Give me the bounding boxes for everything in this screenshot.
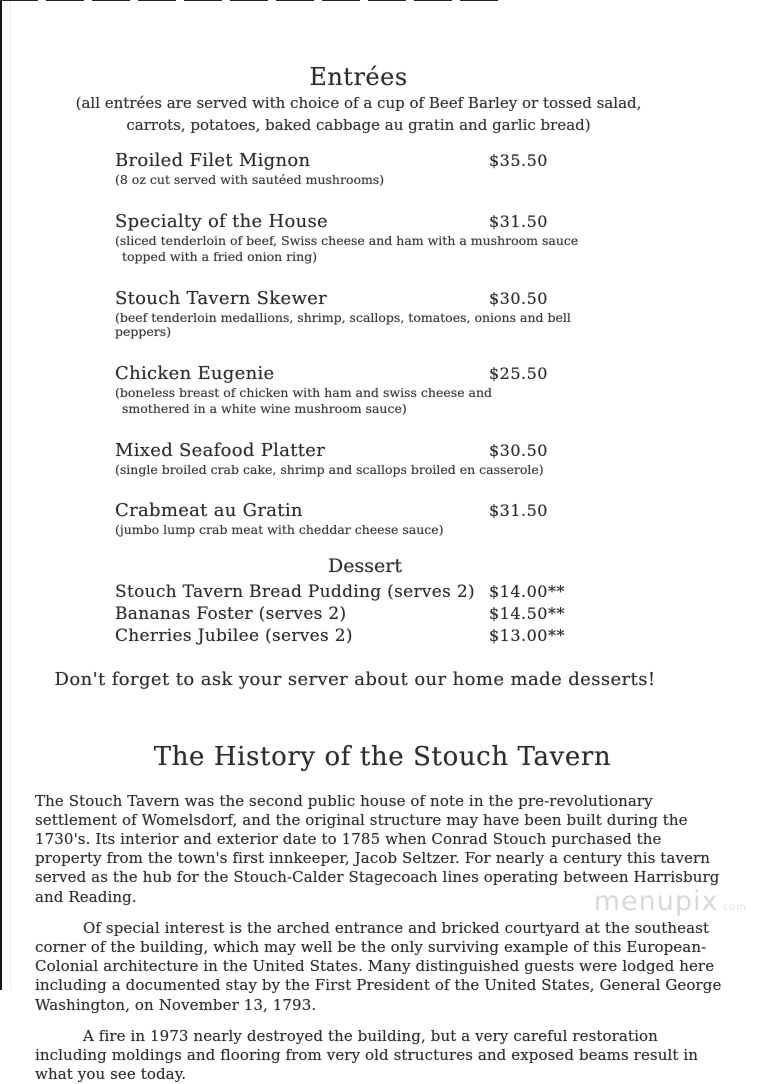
menupix-watermark-suffix: .com xyxy=(718,902,747,913)
menu-item-price: $35.50 xyxy=(489,151,548,170)
dessert-item xyxy=(115,581,615,603)
menu-item-desc: (single broiled crab cake, shrimp and scallops broiled en casserole) xyxy=(115,463,615,478)
history-paragraph: The Stouch Tavern was the second public house of note in the pre-revolutionary settlement of Womelsdorf, and the original structure may have been built during the 1730's. Its interior and exterior date to 1785 when Conrad Stouch purchased the property from the town's first innkeeper, Jacob Seltzer. For nearly a century this tavern served as the hub for the Stouch-Calder Stagecoach lines operating between Harrisburg and Reading. xyxy=(35,792,732,907)
scan-edge-left xyxy=(0,0,2,990)
dessert-item xyxy=(115,603,615,625)
history-body xyxy=(35,792,732,1084)
menu-item-price: $31.50 xyxy=(489,212,548,231)
dessert-item-name: Stouch Tavern Bread Pudding (serves 2) xyxy=(115,581,489,603)
menu-item xyxy=(115,288,615,340)
history-title: The History of the Stouch Tavern xyxy=(0,742,765,772)
menu-item-name: Mixed Seafood Platter xyxy=(115,440,489,461)
scan-edge-left-faint xyxy=(10,0,11,990)
menu-item-desc: topped with a fried onion ring) xyxy=(115,250,615,265)
history-paragraph: A fire in 1973 nearly destroyed the building, but a very careful restoration including moldings and flooring from very old structures and exposed beams result in what you see today. xyxy=(35,1027,732,1084)
menu-item-name: Crabmeat au Gratin xyxy=(115,500,489,521)
menu-item xyxy=(115,440,615,478)
menu-item-name: Broiled Filet Mignon xyxy=(115,150,489,171)
menu-item xyxy=(115,500,615,538)
menu-item xyxy=(115,363,615,417)
history-paragraph: Of special interest is the arched entrance and bricked courtyard at the southeast corner of the building, which may well be the only surviving example of this European-Colonial architecture in the United States. Many distinguished guests were lodged here including a documented stay by the First President of the United States, General George Washington, on November 13, 1793. xyxy=(35,919,732,1015)
menu-item-name: Stouch Tavern Skewer xyxy=(115,288,489,309)
scan-edge-top xyxy=(0,0,505,1)
menu-item-row xyxy=(115,211,615,232)
menupix-watermark xyxy=(594,886,747,917)
menu-item-desc: (8 oz cut served with sautéed mushrooms) xyxy=(115,173,615,188)
desserts-footer-note: Don't forget to ask your server about our home made desserts! xyxy=(0,669,765,690)
menu-item-desc: (beef tenderloin medallions, shrimp, scallops, tomatoes, onions and bell peppers) xyxy=(115,311,615,340)
menu-item-desc: (boneless breast of chicken with ham and swiss cheese and xyxy=(115,386,615,401)
menu-item-price: $31.50 xyxy=(489,501,548,520)
menu-item xyxy=(115,150,615,188)
menu-item-name: Chicken Eugenie xyxy=(115,363,489,384)
entrees-note-line2: carrots, potatoes, baked cabbage au gratin and garlic bread) xyxy=(0,116,717,134)
menupix-watermark-text: menupix xyxy=(594,886,719,917)
menu-item-name: Specialty of the House xyxy=(115,211,489,232)
menu-item-row xyxy=(115,500,615,521)
dessert-item-name: Bananas Foster (serves 2) xyxy=(115,603,489,625)
menu-item-price: $30.50 xyxy=(489,289,548,308)
dessert-list xyxy=(115,581,615,647)
dessert-item-name: Cherries Jubilee (serves 2) xyxy=(115,625,489,647)
menu-item-desc: (sliced tenderloin of beef, Swiss cheese and ham with a mushroom sauce xyxy=(115,234,615,249)
menu-item-price: $30.50 xyxy=(489,441,548,460)
menu-item xyxy=(115,211,615,265)
menu-item-row xyxy=(115,363,615,384)
dessert-item-price: $13.00** xyxy=(489,625,565,647)
menu-item-row xyxy=(115,150,615,171)
menu-item-price: $25.50 xyxy=(489,364,548,383)
menu-item-desc: smothered in a white wine mushroom sauce) xyxy=(115,402,615,417)
dessert-item-price: $14.00** xyxy=(489,581,565,603)
dessert-item-price: $14.50** xyxy=(489,603,565,625)
dessert-title: Dessert xyxy=(115,555,615,577)
menu-item-row xyxy=(115,288,615,309)
entrees-note-line1: (all entrées are served with choice of a cup of Beef Barley or tossed salad, xyxy=(0,94,717,112)
menu-item-row xyxy=(115,440,615,461)
dessert-item xyxy=(115,625,615,647)
entrees-list xyxy=(115,150,615,538)
entrees-header xyxy=(0,0,765,134)
menu-item-desc: (jumbo lump crab meat with cheddar cheese sauce) xyxy=(115,523,615,538)
entrees-title: Entrées xyxy=(0,64,717,90)
